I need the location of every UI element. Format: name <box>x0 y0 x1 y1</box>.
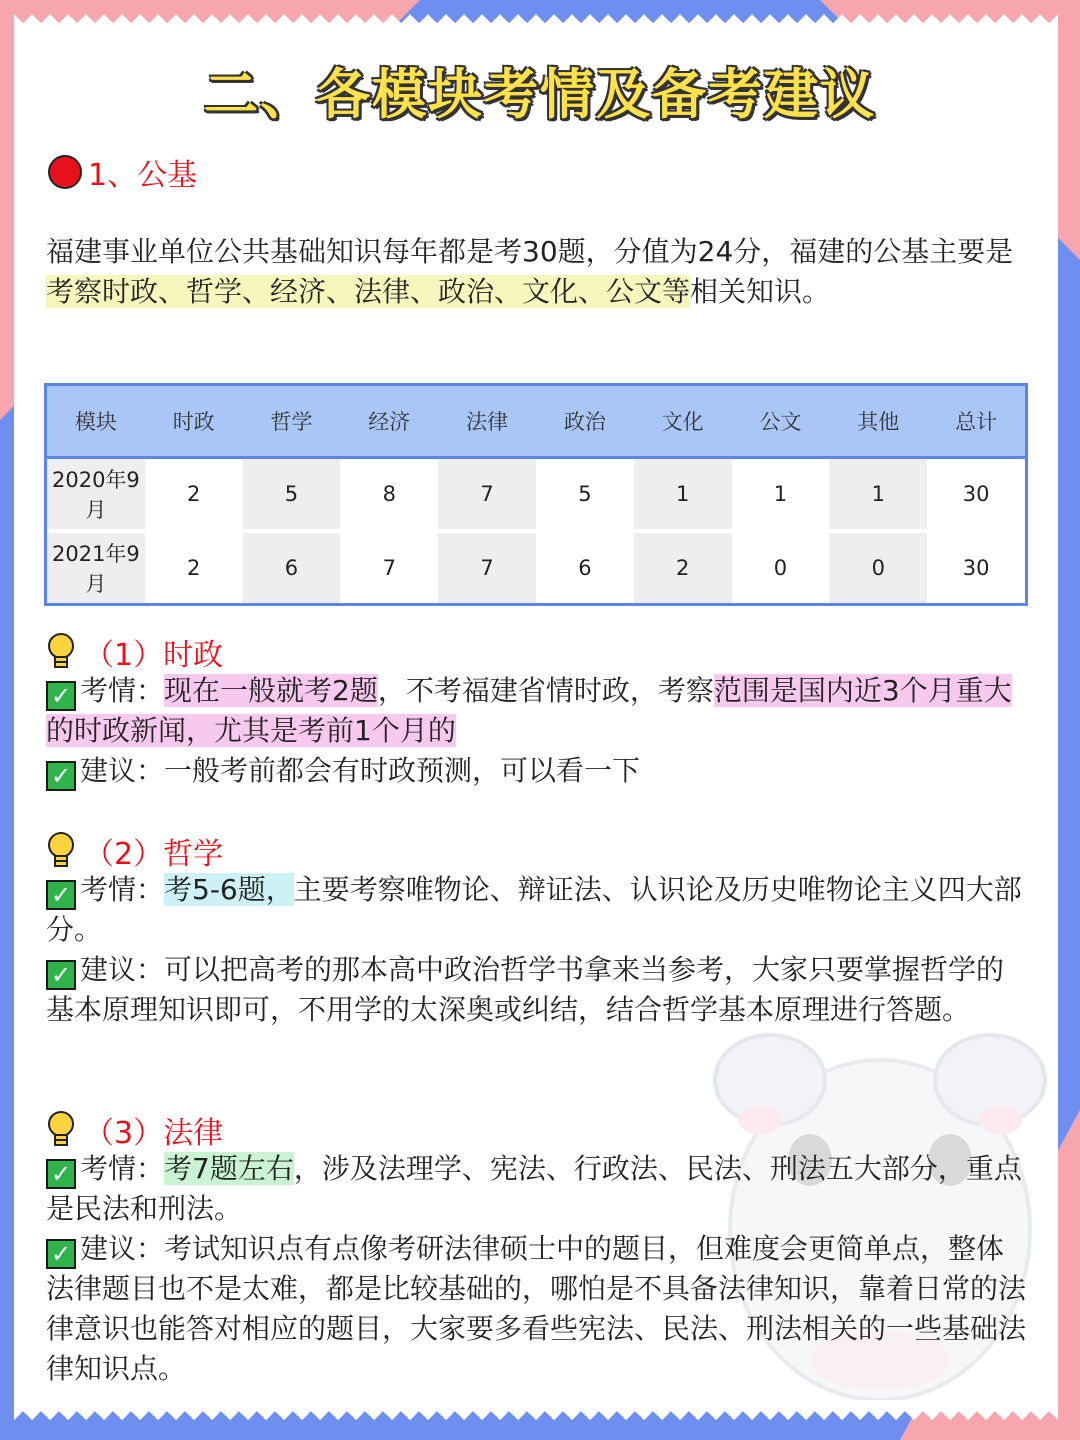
kaoqing-highlight: 范围是国内近3个月重大的时政新闻，尤其是考前1个月的 <box>46 674 1012 747</box>
falv-kaoqing <box>46 1149 1030 1229</box>
section-heading-gongji <box>48 150 197 194</box>
table-header-row <box>47 386 1025 459</box>
table-cell: 7 <box>438 533 536 603</box>
kaoqing-label: 考情： <box>80 873 165 906</box>
table-cell: 8 <box>340 459 438 533</box>
jianyi-text: 一般考前都会有时政预测，可以看一下 <box>164 754 641 787</box>
table-cell: 7 <box>382 556 396 580</box>
table-header: 模块 <box>47 386 145 459</box>
lightbulb-icon <box>46 831 76 871</box>
module-table <box>44 383 1028 606</box>
table-header: 政治 <box>536 386 634 459</box>
check-icon: ✓ <box>46 1159 76 1189</box>
intro-text: 福建事业单位公共基础知识每年都是考30题，分值为24分，福建的公基主要是 <box>46 235 1014 268</box>
kaoqing-text: 主要考察唯物论、辩证法、认识论及历史唯物论主义四大部分。 <box>46 873 1022 946</box>
table-header: 时政 <box>145 386 243 459</box>
intro-paragraph <box>46 232 1030 312</box>
check-icon: ✓ <box>46 761 76 791</box>
jianyi-label: 建议： <box>80 754 165 787</box>
table-cell: 30 <box>962 556 990 580</box>
lightbulb-icon <box>46 632 76 672</box>
subsection-heading-shizheng <box>46 630 223 674</box>
page-title: 二、各模块考情及备考建议 <box>204 63 876 126</box>
intro-text-end: 相关知识。 <box>690 275 831 308</box>
subsection-label: （1）时政 <box>84 638 224 673</box>
table-cell: 5 <box>243 459 341 533</box>
section-label: 1、公基 <box>88 158 198 193</box>
table-cell: 6 <box>243 533 341 603</box>
subsection-label: （3）法律 <box>84 1116 224 1151</box>
table-header: 经济 <box>340 386 438 459</box>
kaoqing-label: 考情： <box>80 1152 165 1185</box>
zhexue-kaoqing <box>46 870 1030 950</box>
jianyi-label: 建议： <box>80 953 165 986</box>
table-cell: 30 <box>927 459 1025 533</box>
check-icon: ✓ <box>46 681 76 711</box>
shizheng-kaoqing <box>46 671 1030 751</box>
subsection-heading-falv <box>46 1108 223 1152</box>
table-header: 哲学 <box>243 386 341 459</box>
table-header: 公文 <box>732 386 830 459</box>
kaoqing-highlight: 考5-6题， <box>164 873 294 906</box>
shizheng-jianyi <box>46 751 1030 791</box>
table-header: 总计 <box>927 386 1025 459</box>
zhexue-jianyi <box>46 950 1030 1030</box>
table-cell: 6 <box>578 556 592 580</box>
kaoqing-text: ，涉及法理学、宪法、行政法、民法、刑法五大部分，重点是民法和刑法。 <box>46 1152 1022 1225</box>
table-cell: 2021年9月 <box>47 533 145 603</box>
table-cell: 1 <box>829 459 927 533</box>
intro-highlight: 考察时政、哲学、经济、法律、政治、文化、公文等 <box>46 275 691 308</box>
lightbulb-icon <box>46 1110 76 1150</box>
jianyi-text: 考试知识点有点像考研法律硕士中的题目，但难度会更简单点，整体法律题目也不是太难，都是比较基础的，哪怕是不具备法律知识，靠着日常的法律意识也能答对相应的题目，大家要多看些宪法、民法、刑法相关的一些基础法律知识点。 <box>46 1232 1027 1385</box>
table-header: 法律 <box>438 386 536 459</box>
falv-jianyi <box>46 1229 1030 1389</box>
table-cell: 2 <box>187 556 201 580</box>
table-cell: 2020年9月 <box>47 459 145 533</box>
check-icon: ✓ <box>46 960 76 990</box>
table-cell: 2 <box>145 459 243 533</box>
table-row <box>47 459 1025 533</box>
subsection-heading-zhexue <box>46 829 223 873</box>
red-circle-icon <box>48 155 82 189</box>
kaoqing-highlight: 现在一般就考2题 <box>164 674 378 707</box>
table-cell: 1 <box>634 459 732 533</box>
kaoqing-highlight: 考7题左右 <box>164 1152 294 1185</box>
subsection-label: （2）哲学 <box>84 837 224 872</box>
table-cell: 2 <box>634 533 732 603</box>
table-cell: 7 <box>438 459 536 533</box>
jianyi-label: 建议： <box>80 1232 165 1265</box>
table-cell: 0 <box>829 533 927 603</box>
table-cell: 1 <box>732 459 830 533</box>
table-cell: 5 <box>536 459 634 533</box>
table-row <box>47 533 1025 603</box>
jianyi-text: 可以把高考的那本高中政治哲学书拿来当参考，大家只要掌握哲学的基本原理知识即可，不用学的太深奥或纠结，结合哲学基本原理进行答题。 <box>46 953 1005 1026</box>
table-header: 其他 <box>829 386 927 459</box>
table-header: 文化 <box>634 386 732 459</box>
kaoqing-label: 考情： <box>80 674 165 707</box>
check-icon: ✓ <box>46 1239 76 1269</box>
kaoqing-text: ，不考福建省情时政，考察 <box>377 674 714 707</box>
table-cell: 0 <box>773 556 788 580</box>
check-icon: ✓ <box>46 880 76 910</box>
